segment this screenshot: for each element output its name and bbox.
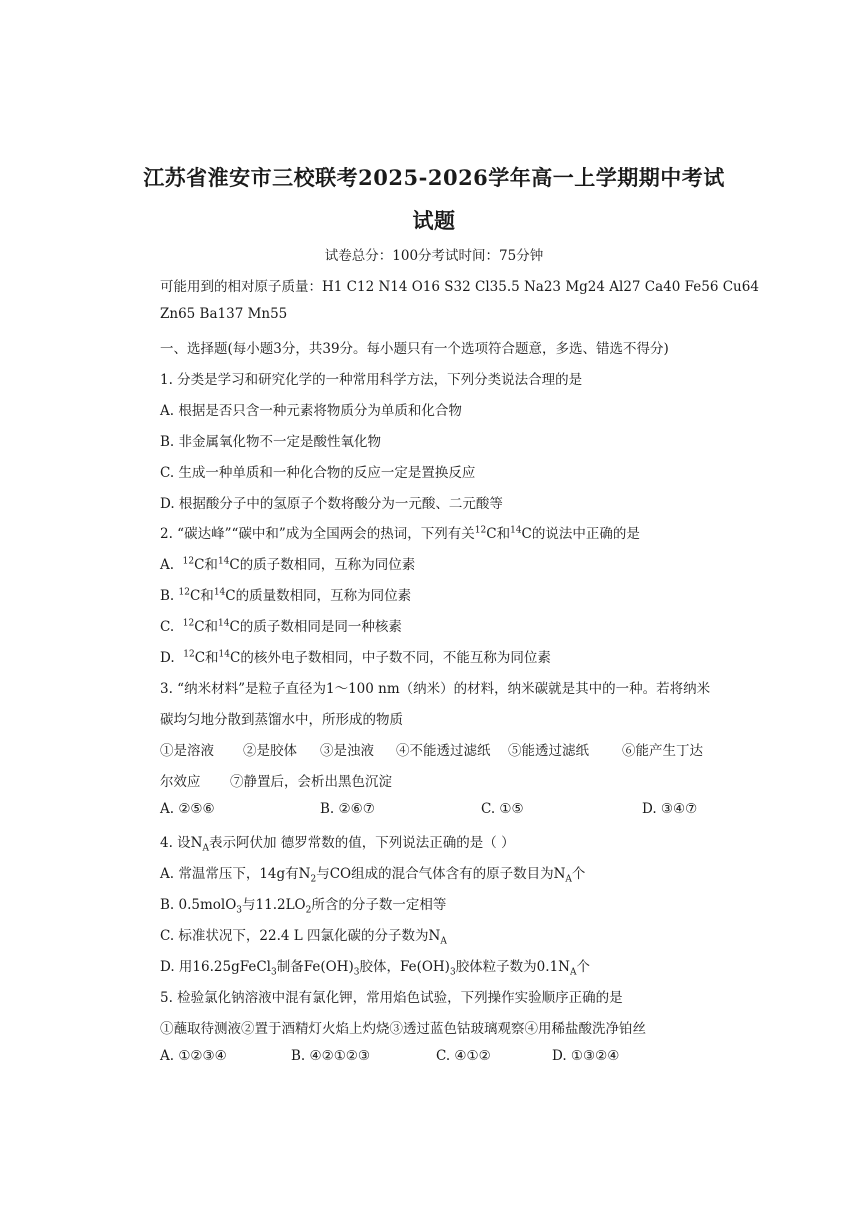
q5-steps: ①蘸取待测液②置于酒精灯火焰上灼烧③透过蓝色钴玻璃观察④用稀盐酸洗净铂丝 xyxy=(160,1021,646,1037)
q2-c-and: C和 xyxy=(194,619,219,635)
q4-d-1: D. 用16.25gFeCl xyxy=(160,959,271,975)
q3-item-6-cont: 尔效应 xyxy=(160,774,201,790)
q2-sup-12: 12 xyxy=(474,525,487,536)
q5-option-a: A. ①②③④ xyxy=(160,1048,227,1064)
q4-stem-a: 4. 设N xyxy=(160,835,203,851)
q4-d-4: 胶体粒子数为0.1N xyxy=(455,959,570,975)
q5-option-c: C. ④①② xyxy=(436,1048,491,1064)
q3-option-b: B. ②⑥⑦ xyxy=(320,801,375,817)
q5-option-d: D. ①③②④ xyxy=(552,1048,620,1064)
q2-b-sup14: 14 xyxy=(213,587,226,598)
q2-a-and: C和 xyxy=(194,557,218,573)
q4-option-c xyxy=(160,924,447,947)
q2-d-text: C的核外电子数相同，中子数不同，不能互称为同位素 xyxy=(229,650,551,666)
q2-option-b xyxy=(160,584,411,604)
atomic-mass-line2: Zn65 Ba137 Mn55 xyxy=(160,306,288,322)
q1-option-d: D. 根据酸分子中的氢原子个数将酸分为一元酸、二元酸等 xyxy=(160,496,503,512)
q1-stem: 1. 分类是学习和研究化学的一种常用科学方法，下列分类说法合理的是 xyxy=(160,372,583,388)
q3-item-3: ③是浊液 xyxy=(320,743,374,759)
q2-b-and: C和 xyxy=(189,588,214,604)
q4-stem-b: 表示阿伏加 德罗常数的值，下列说法正确的是（ ） xyxy=(208,835,515,851)
q5-option-b: B. ④②①②③ xyxy=(291,1048,371,1064)
q1-option-b: B. 非金属氧化物不一定是酸性氧化物 xyxy=(160,434,382,450)
q4-c-subA: A xyxy=(440,936,447,947)
q4-stem xyxy=(160,831,515,854)
q4-option-b xyxy=(160,893,446,916)
q4-a-2: 与CO组成的混合气体含有的原子数目为N xyxy=(316,866,566,882)
atomic-mass-line1: 可能用到的相对原子质量：H1 C12 N14 O16 S32 Cl35.5 Na23 Mg24 Al27 Ca40 Fe56 Cu64 xyxy=(160,279,759,295)
q3-stem-line2: 碳均匀地分散到蒸馏水中，所形成的物质 xyxy=(160,712,403,728)
q4-a-1: A. 常温常压下，14g有N xyxy=(160,866,311,882)
q4-d-2: 制备Fe(OH) xyxy=(276,959,354,975)
q4-option-d xyxy=(160,955,590,978)
q3-item-4: ④不能透过滤纸 xyxy=(396,743,491,759)
q2-option-d xyxy=(160,646,551,666)
q2-a-label: A. xyxy=(160,557,175,573)
q2-b-text: C的质量数相同，互称为同位素 xyxy=(225,588,412,604)
q2-a-sup14: 14 xyxy=(217,556,230,567)
q4-a-sub2: 2 xyxy=(310,874,317,885)
q4-c-1: C. 标准状况下，22.4 L 四氯化碳的分子数为N xyxy=(160,928,441,944)
q2-d-sup14: 14 xyxy=(218,649,230,660)
q4-b-1: B. 0.5molO xyxy=(160,897,237,913)
q2-d-sup12: 12 xyxy=(183,649,195,660)
section-heading: 一、选择题(每小题3分，共39分。每小题只有一个选项符合题意，多选、错选不得分) xyxy=(160,341,669,357)
q2-c-label: C. xyxy=(160,619,175,635)
q2-sup-14: 14 xyxy=(510,525,522,536)
q1-option-c: C. 生成一种单质和一种化合物的反应一定是置换反应 xyxy=(160,465,476,481)
q2-stem-text-a: 2. “碳达峰”“碳中和”成为全国两会的热词，下列有关 xyxy=(160,526,475,542)
q4-a-3: 个 xyxy=(571,866,586,882)
q3-item-5: ⑤能透过滤纸 xyxy=(508,743,589,759)
q3-item-6: ⑥能产生丁达 xyxy=(622,743,703,759)
q4-b-3: 所含的分子数一定相等 xyxy=(311,897,447,913)
q2-stem xyxy=(160,522,640,542)
q4-d-subA: A xyxy=(569,967,577,978)
q2-c-sup14: 14 xyxy=(218,618,230,629)
q2-option-c xyxy=(160,615,402,635)
q1-option-a: A. 根据是否只含一种元素将物质分为单质和化合物 xyxy=(160,403,462,419)
q3-item-7: ⑦静置后，会析出黑色沉淀 xyxy=(230,774,392,790)
q2-option-a xyxy=(160,553,415,573)
q4-a-subA: A xyxy=(565,874,572,885)
q3-item-1: ①是溶液 xyxy=(160,743,214,759)
q3-option-c: C. ①⑤ xyxy=(481,801,524,817)
q2-a-sup12: 12 xyxy=(182,556,195,567)
q4-d-sub3a: 3 xyxy=(270,967,277,978)
q4-d-sub3c: 3 xyxy=(449,967,456,978)
q3-option-a: A. ②⑤⑥ xyxy=(160,801,215,817)
q4-d-5: 个 xyxy=(576,959,590,975)
q2-c-sup12: 12 xyxy=(182,618,195,629)
q2-stem-and: C和 xyxy=(486,526,511,542)
q5-stem: 5. 检验氯化钠溶液中混有氯化钾，常用焰色试验，下列操作实验顺序正确的是 xyxy=(160,990,623,1006)
exam-title-line2: 试题 xyxy=(412,208,456,233)
q4-d-sub3b: 3 xyxy=(353,967,360,978)
q4-b-2: 与11.2LO xyxy=(242,897,306,913)
q3-stem-line1: 3. “纳米材料”是粒子直径为1～100 nm（纳米）的材料，纳米碳就是其中的一种。若将纳米 xyxy=(160,681,711,697)
q2-d-label: D. xyxy=(160,650,175,666)
q3-item-2: ②是胶体 xyxy=(243,743,297,759)
q3-option-d: D. ③④⑦ xyxy=(642,801,698,817)
q2-stem-text-b: C的说法中正确的是 xyxy=(521,526,640,542)
q4-d-3: 胶体，Fe(OH) xyxy=(359,959,450,975)
q4-b-sub2: 2 xyxy=(305,905,312,916)
q2-b-sup12: 12 xyxy=(178,587,190,598)
q2-b-label: B. xyxy=(160,588,175,604)
q2-a-text: C的质子数相同，互称为同位素 xyxy=(229,557,416,573)
q2-d-and: C和 xyxy=(194,650,219,666)
q4-stem-sub: A xyxy=(202,843,209,854)
exam-title-line1: 江苏省淮安市三校联考2025-2026学年高一上学期期中考试 xyxy=(143,165,725,190)
q4-option-a xyxy=(160,862,585,885)
q4-b-sub3: 3 xyxy=(236,905,243,916)
q2-c-text: C的质子数相同是同一种核素 xyxy=(229,619,402,635)
exam-info: 试卷总分：100分考试时间：75分钟 xyxy=(324,248,544,264)
